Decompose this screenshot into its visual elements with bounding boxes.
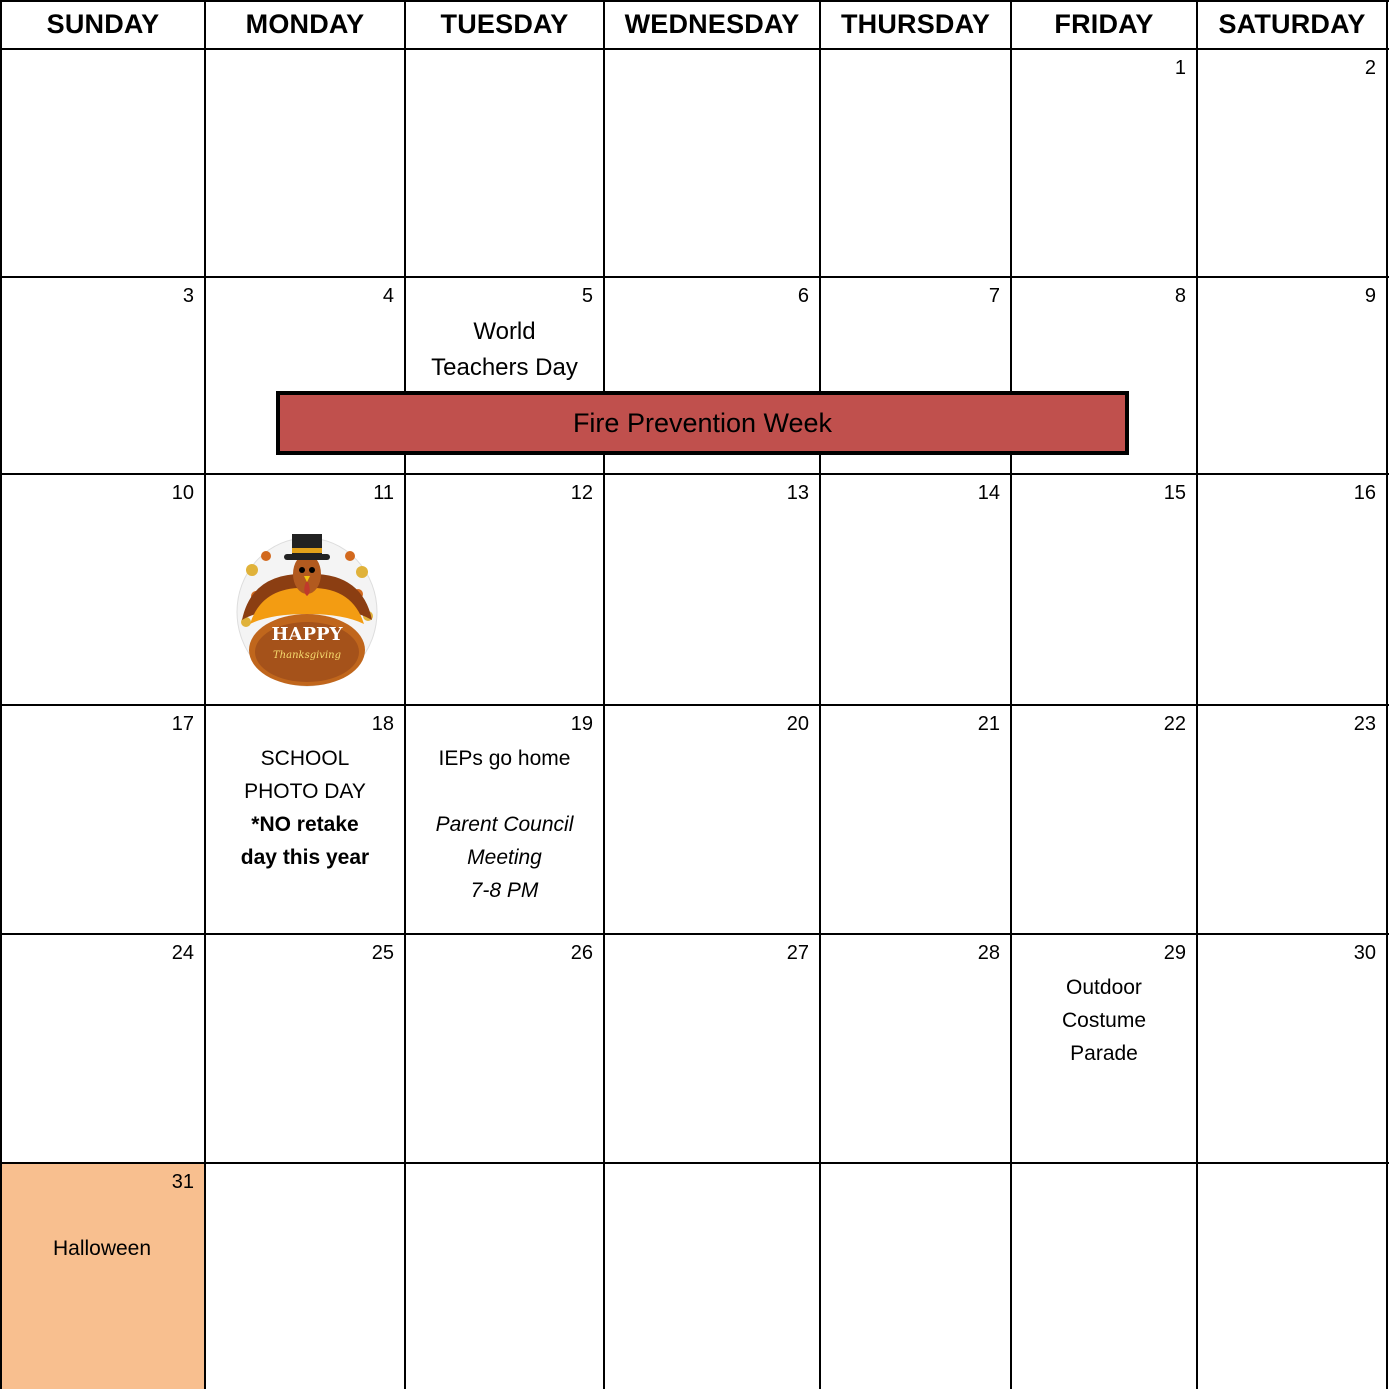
happy-thanksgiving-turkey-icon	[232, 512, 382, 688]
event-world-teachers-day-line2: Teachers Day	[431, 354, 578, 381]
day-number: 29	[1163, 942, 1186, 964]
day-number: 9	[1364, 285, 1376, 307]
day-number: 14	[977, 482, 1000, 504]
day-number: 25	[371, 942, 394, 964]
day-number: 2	[1364, 57, 1376, 79]
calendar-day-cell	[2, 278, 204, 473]
calendar-day-cell	[605, 1164, 819, 1389]
day-number: 6	[797, 285, 809, 307]
calendar-day-cell	[821, 475, 1010, 704]
calendar-day-cell	[1012, 1164, 1196, 1389]
calendar-day-cell	[1198, 706, 1386, 933]
day-number: 12	[570, 482, 593, 504]
day-event	[1012, 935, 1196, 1135]
calendar-day-cell	[1012, 50, 1196, 276]
weekday-header: MONDAY	[245, 8, 365, 39]
calendar-day-cell	[406, 935, 603, 1162]
day-event	[406, 706, 603, 926]
calendar-day-cell	[1198, 50, 1386, 276]
event-school-photo-day-line1: SCHOOL	[260, 747, 350, 770]
day-number: 20	[786, 713, 809, 735]
event-parent-council-line3: 7-8 PM	[470, 879, 539, 902]
turkey-happy-text: HAPPY	[271, 624, 343, 645]
day-number: 28	[977, 942, 1000, 964]
event-ieps-go-home: IEPs go home	[438, 747, 571, 770]
calendar-day-cell	[1012, 475, 1196, 704]
day-event	[0, 1164, 204, 1284]
calendar-day-cell	[206, 935, 404, 1162]
event-halloween: Halloween	[52, 1237, 152, 1260]
grid-line	[1386, 0, 1388, 1389]
calendar-day-cell	[821, 1164, 1010, 1389]
event-parent-council-line1: Parent Council	[435, 813, 574, 836]
day-number: 16	[1353, 482, 1376, 504]
day-event	[206, 706, 404, 926]
day-number: 24	[171, 942, 194, 964]
weekday-header: FRIDAY	[1054, 8, 1154, 39]
calendar-day-cell	[605, 706, 819, 933]
day-number: 8	[1174, 285, 1186, 307]
calendar-day-cell	[821, 50, 1010, 276]
fire-prevention-week-banner	[276, 391, 1129, 455]
day-number: 17	[171, 713, 194, 735]
day-number: 1	[1174, 57, 1186, 79]
day-number: 13	[786, 482, 809, 504]
day-number: 7	[988, 285, 1000, 307]
event-school-photo-day-line2: PHOTO DAY	[244, 780, 366, 803]
day-number: 11	[373, 482, 394, 504]
calendar-day-cell	[605, 935, 819, 1162]
calendar-day-cell	[2, 50, 204, 276]
day-number: 15	[1163, 482, 1186, 504]
calendar-day-cell	[206, 50, 404, 276]
calendar-day-cell	[2, 935, 204, 1162]
calendar-day-cell	[406, 475, 603, 704]
calendar-day-cell	[821, 935, 1010, 1162]
weekday-header: SATURDAY	[1218, 8, 1366, 39]
event-no-retake-line1: *NO retake	[251, 813, 359, 836]
turkey-thanksgiving-text: Thanksgiving	[273, 650, 341, 661]
day-number: 5	[581, 285, 593, 307]
day-number: 27	[786, 942, 809, 964]
day-number: 19	[570, 713, 593, 735]
day-number: 31	[171, 1171, 194, 1193]
day-number: 4	[382, 285, 394, 307]
event-costume-parade-line1: Outdoor	[1066, 976, 1142, 999]
event-no-retake-line2: day this year	[240, 846, 370, 869]
event-world-teachers-day-line1: World	[473, 318, 536, 345]
day-number: 10	[171, 482, 194, 504]
calendar-day-cell	[1198, 475, 1386, 704]
calendar-day-cell	[206, 1164, 404, 1389]
calendar-day-cell	[1198, 1164, 1386, 1389]
day-number: 21	[977, 713, 1000, 735]
day-number: 3	[182, 285, 194, 307]
calendar-day-cell	[821, 706, 1010, 933]
calendar-day-cell	[2, 706, 204, 933]
calendar-day-cell	[1198, 935, 1386, 1162]
weekday-header: WEDNESDAY	[624, 8, 800, 39]
day-event	[406, 278, 603, 398]
event-costume-parade-line3: Parade	[1070, 1042, 1138, 1065]
calendar-day-cell	[1012, 706, 1196, 933]
calendar-day-cell	[605, 50, 819, 276]
calendar-day-cell	[2, 475, 204, 704]
day-number: 22	[1163, 713, 1186, 735]
day-number: 23	[1353, 713, 1376, 735]
calendar-day-cell	[1198, 278, 1386, 473]
day-number: 30	[1353, 942, 1376, 964]
calendar-day-cell	[406, 1164, 603, 1389]
weekday-header: TUESDAY	[440, 8, 569, 39]
calendar-day-cell	[605, 475, 819, 704]
weekday-header: THURSDAY	[840, 8, 991, 39]
day-number: 18	[371, 713, 394, 735]
calendar-day-cell	[406, 50, 603, 276]
fire-prevention-week-label: Fire Prevention Week	[572, 407, 833, 438]
event-costume-parade-line2: Costume	[1061, 1009, 1147, 1032]
weekday-header: SUNDAY	[46, 8, 160, 39]
event-parent-council-line2: Meeting	[467, 846, 542, 869]
day-number: 26	[570, 942, 593, 964]
